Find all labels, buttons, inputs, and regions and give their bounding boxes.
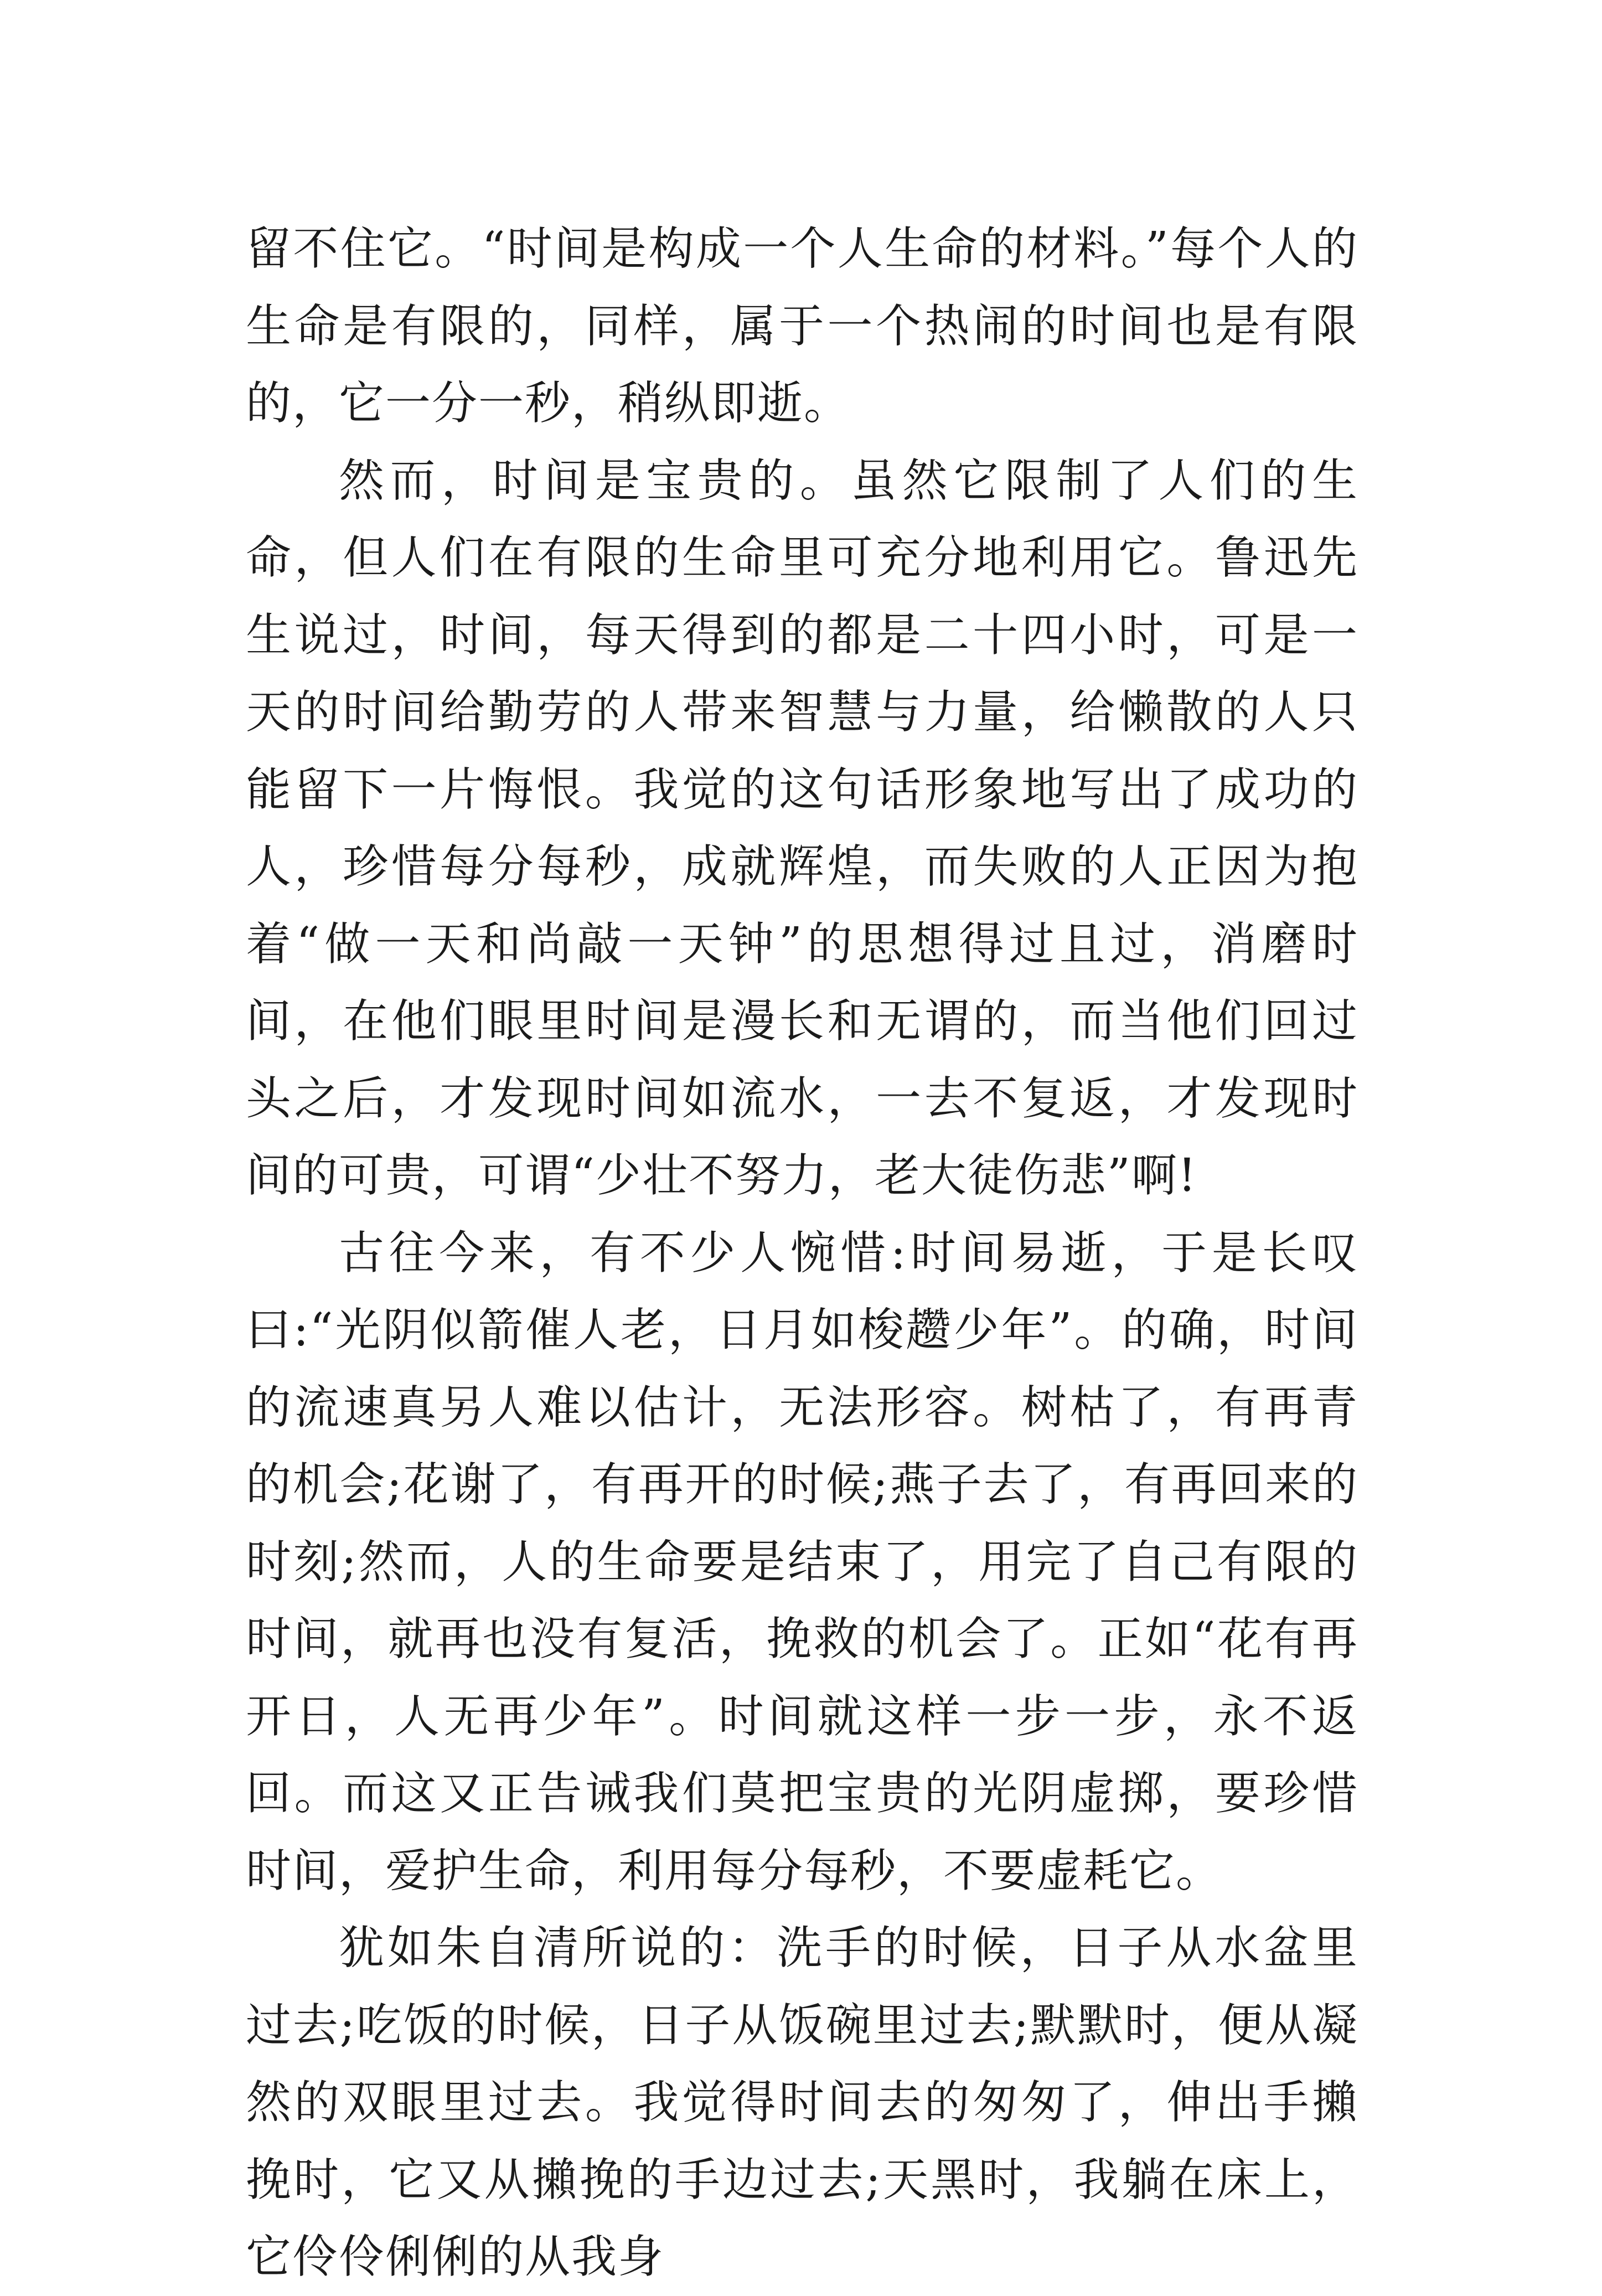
paragraph-1: 留不住它。“时间是构成一个人生命的材料。”每个人的生命是有限的，同样，属于一个热闹的时间也是有限的，它一分一秒，稍纵即逝。 <box>246 223 1358 430</box>
document-body <box>246 210 1358 2296</box>
paragraph-3: 古往今来，有不少人惋惜:时间易逝，于是长叹曰:“光阴似箭催人老，日月如梭趱少年”。的确，时间的流速真另人难以估计，无法形容。树枯了，有再青的机会;花谢了，有再开的时候;燕子去了，有再回来的时刻;然而，人的生命要是结束了，用完了自己有限的时间，就再也没有复活，挽救的机会了。正如“花有再开日，人无再少年”。时间就这样一步一步，永不返回。而这又正告诫我们莫把宝贵的光阴虚掷，要珍惜时间，爱护生命，利用每分每秒，不要虚耗它。 <box>246 1226 1358 1897</box>
paragraph-4: 犹如朱自清所说的：洗手的时候，日子从水盆里过去;吃饭的时候，日子从饭碗里过去;默默时，便从凝然的双眼里过去。我觉得时间去的匆匆了，伸出手攋挽时，它又从攋挽的手边过去;天黑时，我躺在床上，它伶伶俐俐的从我身 <box>246 1922 1358 2283</box>
paragraph-2: 然而，时间是宝贵的。虽然它限制了人们的生命，但人们在有限的生命里可充分地利用它。鲁迅先生说过，时间，每天得到的都是二十四小时，可是一天的时间给勤劳的人带来智慧与力量，给懒散的人只能留下一片悔恨。我觉的这句话形象地写出了成功的人，珍惜每分每秒，成就辉煌，而失败的人正因为抱着“做一天和尚敲一天钟”的思想得过且过，消磨时间，在他们眼里时间是漫长和无谓的，而当他们回过头之后，才发现时间如流水，一去不复返，才发现时间的可贵，可谓“少壮不努力，老大徒伤悲”啊! <box>246 454 1358 1202</box>
